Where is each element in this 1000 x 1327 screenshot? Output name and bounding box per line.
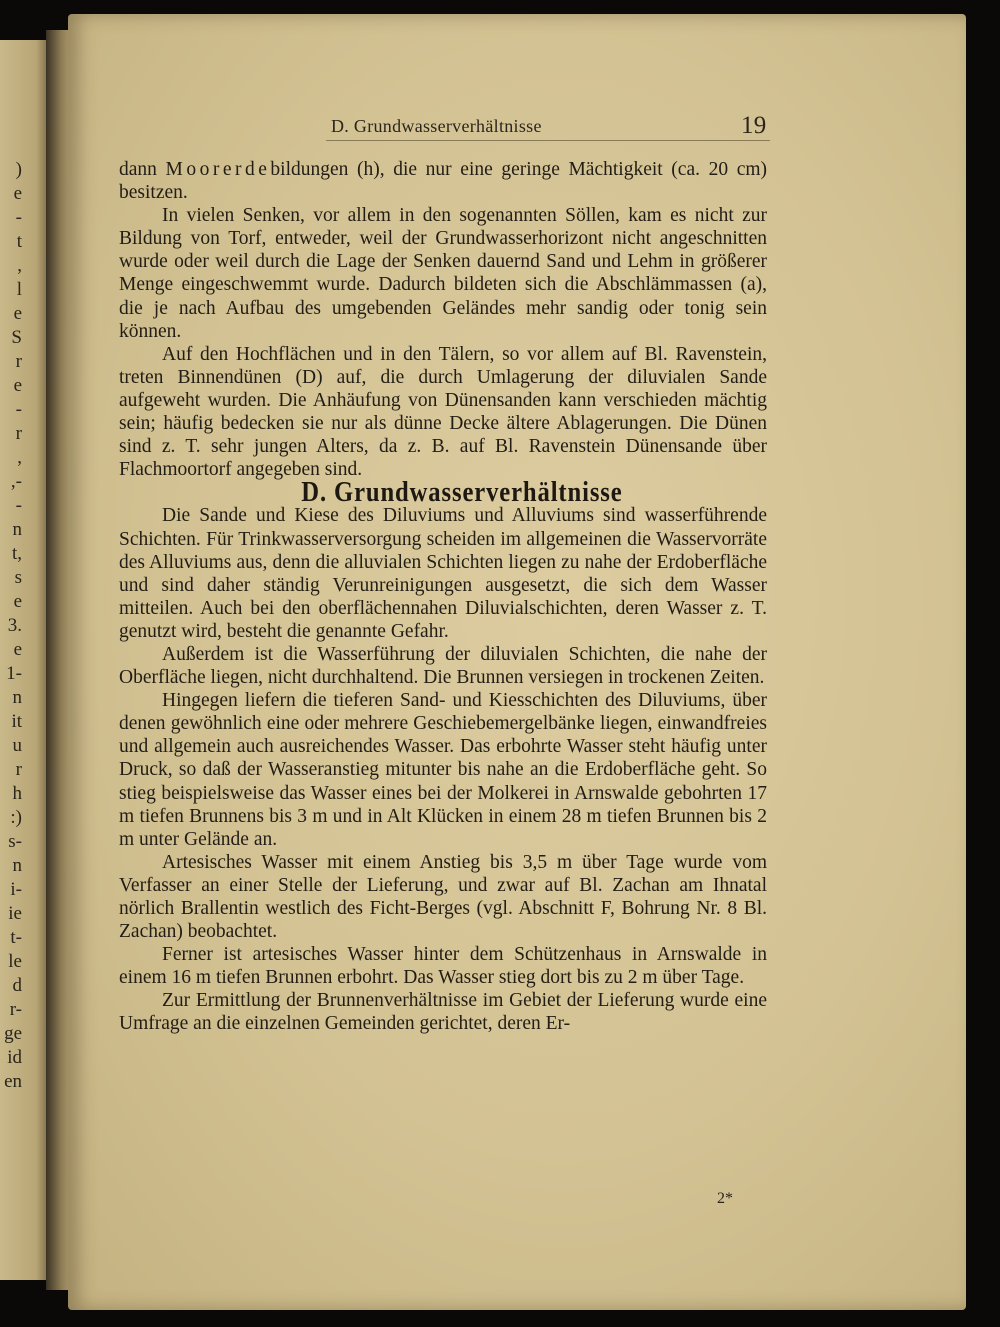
previous-page-fragment: - xyxy=(15,495,22,516)
previous-page-fragment: ge xyxy=(4,1023,22,1044)
previous-page-fragment: e xyxy=(13,591,22,612)
paragraph: Hingegen liefern die tieferen Sand- und Kiesschichten des Diluviums, über denen gewöhnlich eine oder mehrere Geschiebemergelbänke liegen, einwandfreies und allgemein auch ausreichendes Wasser. Das erbohrte Wasser steht häufig unter Druck, so daß der Wasseranstieg mitunter bis nahe an die Erdoberfläche geht. So stieg beispielsweise das Wasser eines bei der Molkerei in Arnswalde gebohrten 17 m tiefen Brunnens bis 3 m und in Alt Klücken in einem 28 m tiefen Brunnen bis 2 m unter Gelände an. xyxy=(119,690,767,850)
previous-page-fragment: r xyxy=(15,351,22,372)
previous-page-fragment: , xyxy=(17,447,22,468)
spaced-term: Moorerde xyxy=(165,159,271,180)
previous-page-fragment: e xyxy=(13,639,22,660)
paragraph: Auf den Hochflächen und in den Tälern, so vor allem auf Bl. Ravenstein, treten Binnendünen (D) auf, die durch Umlagerung der diluvialen Sande aufgeweht wurden. Die Anhäufung von Dünensanden kann verschieden mächtig sein; häufig bedecken sie nur als dünne Decke ältere Ablagerungen. Die Dünen sind z. T. sehr jungen Alters, da z. B. auf Bl. Ravenstein Dünensande über Flachmoortorf angegeben sind. xyxy=(119,343,767,481)
previous-page-fragment: s- xyxy=(8,831,22,852)
paragraph: Außerdem ist die Wasserführung der diluvialen Schichten, die nahe der Oberfläche liegen, nicht durchhaltend. Die Brunnen versiegen in trockenen Zeiten. xyxy=(119,643,767,689)
paragraph: Ferner ist artesisches Wasser hinter dem Schützenhaus in Arnswalde in einem 16 m tiefen Brunnen erbohrt. Das Wasser stieg dort bis zu 2 m über Tage. xyxy=(119,944,767,989)
page-number: 19 xyxy=(741,112,767,139)
previous-page-fragment: e xyxy=(13,183,22,204)
previous-page-fragment: 3. xyxy=(7,615,22,636)
previous-page-fragment: h xyxy=(12,783,22,804)
previous-page-fragment: t, xyxy=(11,543,22,564)
running-head-title: D. Grundwasserverhältnisse xyxy=(331,116,542,136)
previous-page-fragment: e xyxy=(13,375,22,396)
paragraph: Die Sande und Kiese des Diluviums und Alluviums sind wasserführende Schichten. Für Trinkwasserversorgung scheiden im allgemeinen die Wasservorräte des Alluviums aus, denn die alluvialen Schichten liegen zu nahe der Erdoberfläche und sind daher ständig Verunreinigungen ausgesetzt, die sich dem Wasser mitteilen. Auch bei den oberflächennahen Diluvialschichten, deren Wasser z. T. genutzt wird, besteht die genannte Gefahr. xyxy=(119,505,767,642)
previous-page-fragment: r- xyxy=(9,999,22,1020)
previous-page-fragment: t xyxy=(16,231,22,252)
previous-page-fragment: id xyxy=(7,1047,22,1068)
previous-page-fragment: ie xyxy=(8,903,22,924)
previous-page-fragment: - xyxy=(15,399,22,420)
paragraph: In vielen Senken, vor allem in den sogenannten Söllen, kam es nicht zur Bildung von Torf, entweder, weil der Grundwasserhorizont nicht angeschnitten wurde oder weil durch die Lage der Senken dauernd Sand und Lehm in größerer Menge eingeschwemmt wurde. Dadurch bildeten sich die Abschlämmassen (a), die je nach Aufbau des umgebenden Geländes mehr sandig oder tonig sein können. xyxy=(119,205,767,342)
previous-page-fragment: s xyxy=(14,567,22,588)
previous-page-fragment: it xyxy=(11,711,22,732)
section-heading: D. Grundwasserverhältnisse xyxy=(301,477,623,509)
body-text xyxy=(119,158,767,1036)
previous-page-fragment: e xyxy=(13,303,22,324)
previous-page-fragment: r xyxy=(15,759,22,780)
previous-page-fragment: , xyxy=(17,255,22,276)
previous-page-fragment: ,- xyxy=(10,471,22,492)
paragraph: Zur Ermittlung der Brunnenverhältnisse im Gebiet der Lieferung wurde eine Umfrage an die einzelnen Gemeinden gerichtet, deren Er- xyxy=(119,990,767,1035)
previous-page-fragment: t- xyxy=(10,927,22,948)
previous-page-fragment: le xyxy=(8,951,22,972)
paragraph-moorerde: dann Moorerdebildungen (h), die nur eine geringe Mächtigkeit (ca. 20 cm) besitzen. xyxy=(119,159,768,204)
previous-page-fragment: n xyxy=(12,855,22,876)
previous-page-fragment: S xyxy=(11,327,22,348)
signature-mark: 2* xyxy=(717,1190,733,1207)
previous-page-fragment: en xyxy=(4,1071,22,1092)
paragraph: Artesisches Wasser mit einem Anstieg bis 3,5 m über Tage wurde vom Verfasser an einer Stelle der Lieferung, und zwar auf Bl. Zachan am Ihnatal nörlich Brallentin westlich des Ficht-Berges (vgl. Abschnitt F, Bohrung Nr. 8 Bl. Zachan) beobachtet. xyxy=(119,851,767,943)
previous-page-fragment: u xyxy=(12,735,22,756)
previous-page-fragment: r xyxy=(15,423,22,444)
previous-page-fragment: ) xyxy=(15,159,22,180)
previous-page-fragment: 1- xyxy=(6,663,22,684)
previous-page-fragment: n xyxy=(12,519,22,540)
header-rule xyxy=(326,140,770,141)
previous-page-fragment: i- xyxy=(10,879,22,900)
previous-page-fragment: n xyxy=(12,687,22,708)
previous-page-fragment: :) xyxy=(10,807,22,828)
previous-page-fragment: l xyxy=(16,279,22,300)
previous-page-fragment: d xyxy=(12,975,22,996)
previous-page-fragment: - xyxy=(15,207,22,228)
